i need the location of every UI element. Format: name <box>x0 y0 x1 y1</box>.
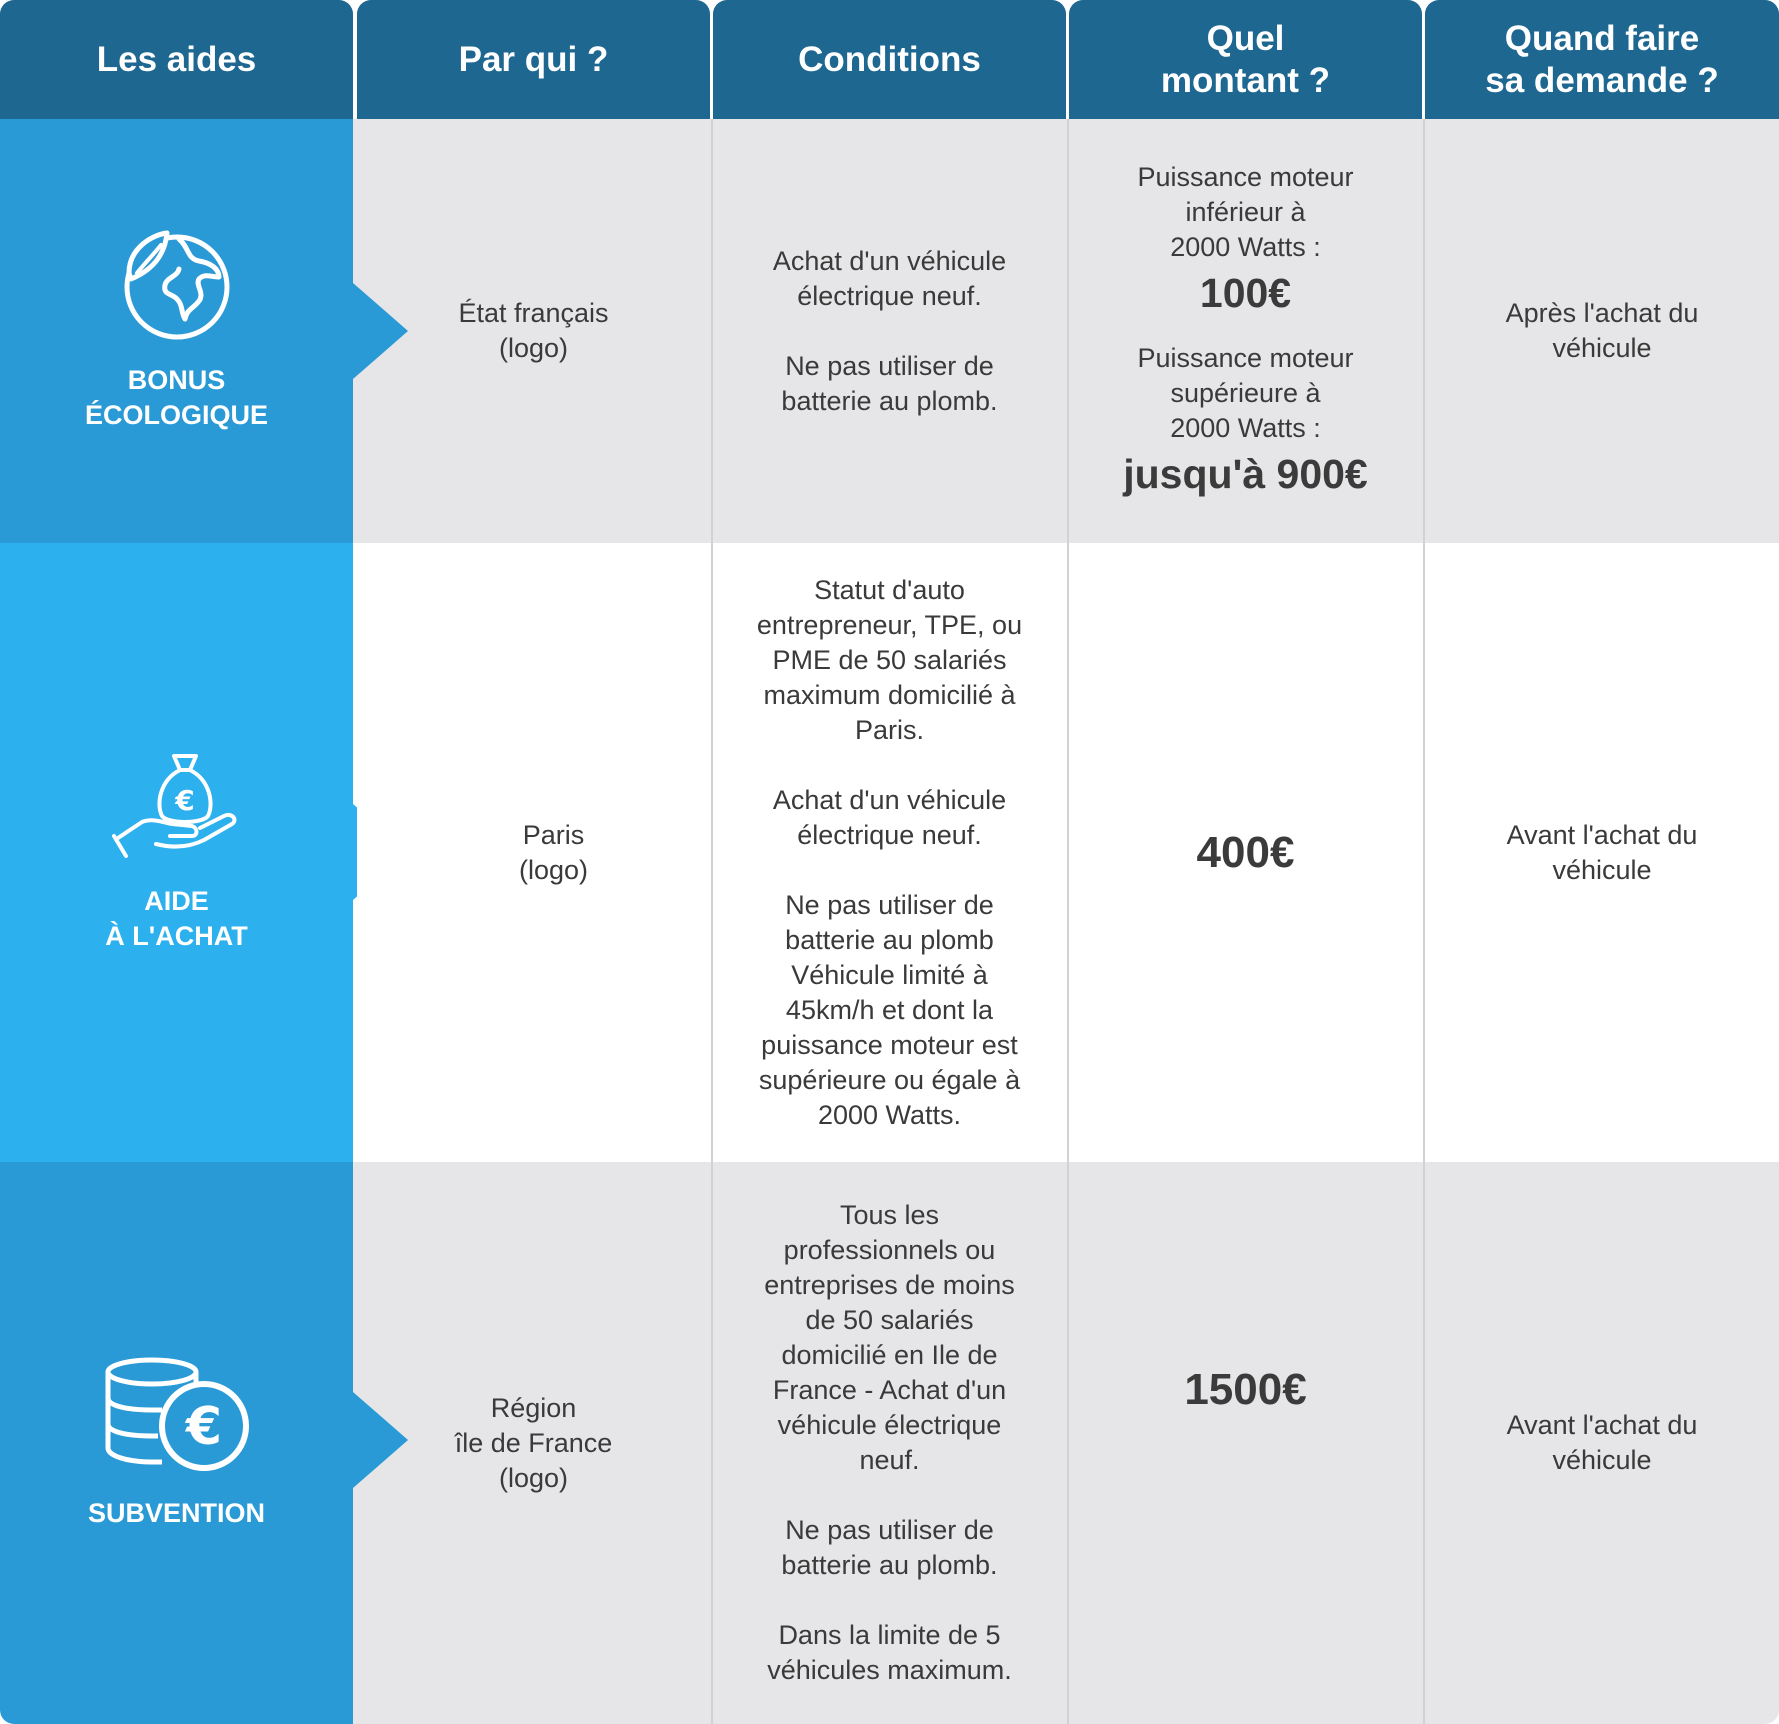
svg-text:€: € <box>185 1396 222 1457</box>
row3-conditions <box>713 1162 1066 1724</box>
header-conditions <box>713 0 1066 119</box>
montant-amount: 1500€ <box>1184 1365 1307 1414</box>
par-qui-text: État français (logo) <box>458 298 609 363</box>
header-label: Quel montant ? <box>1160 18 1331 100</box>
condition-text: Statut d'auto entrepreneur, TPE, ou PME de 50 salariés maximum domicilié à Paris. <box>756 574 1023 745</box>
row3-quand <box>1425 1162 1779 1724</box>
header-par-qui <box>357 0 710 119</box>
montant-amount: 400€ <box>1196 827 1295 877</box>
condition-text: Ne pas utiliser de batterie au plomb. <box>781 350 998 416</box>
svg-text:€: € <box>174 783 195 817</box>
quand-text: Avant l'achat du véhicule <box>1506 1410 1698 1475</box>
row2-montant <box>1069 543 1422 1162</box>
row3-montant <box>1069 1162 1422 1724</box>
leaf-globe-icon <box>115 229 239 341</box>
header-les-aides <box>0 0 353 119</box>
row1-montant <box>1069 119 1422 543</box>
row3-par-qui <box>357 1162 710 1724</box>
condition-text: Dans la limite de 5 véhicules maximum. <box>767 1620 1012 1685</box>
coins-euro-icon <box>102 1356 252 1474</box>
header-label: Conditions <box>798 39 981 79</box>
row1-quand <box>1425 119 1779 543</box>
condition-text: Achat d'un véhicule électrique neuf. <box>772 784 1007 850</box>
row-label-text: SUBVENTION <box>87 1497 266 1528</box>
column-divider <box>1422 0 1425 119</box>
montant-condition: Puissance moteur supérieure à 2000 Watts : <box>1137 343 1354 443</box>
header-label: Les aides <box>96 39 257 79</box>
column-divider <box>354 0 357 119</box>
montant-condition: Puissance moteur inférieur à 2000 Watts : <box>1137 162 1354 262</box>
quand-text: Avant l'achat du véhicule <box>1506 819 1698 885</box>
column-divider <box>1066 0 1069 119</box>
header-montant <box>1069 0 1422 119</box>
header-label: Par qui ? <box>458 39 609 79</box>
montant-amount: jusqu'à 900€ <box>1123 451 1368 497</box>
money-bag-hand-icon <box>112 752 242 862</box>
row-label-text: AIDE À L'ACHAT <box>105 885 248 951</box>
condition-text: Achat d'un véhicule électrique neuf. <box>772 245 1007 311</box>
row-label-bonus <box>0 119 353 543</box>
condition-text: Ne pas utiliser de batterie au plomb. <box>781 1515 998 1580</box>
column-divider <box>1423 119 1425 1724</box>
condition-text: Ne pas utiliser de batterie au plomb Véhicule limité à 45km/h et dont la puissance moteur est supérieure ou égale à 2000 Watts. <box>758 889 1021 1130</box>
condition-text: Tous les professionnels ou entreprises de moins de 50 salariés domicilié en Ile de France - Achat d'un véhicule électrique neuf. <box>764 1200 1015 1475</box>
column-divider <box>1067 119 1069 1724</box>
row-label-subvention <box>0 1162 353 1724</box>
row2-par-qui <box>357 543 710 1162</box>
column-divider <box>711 119 713 1724</box>
row2-conditions <box>713 543 1066 1162</box>
row-label-text: BONUS ÉCOLOGIQUE <box>84 365 268 430</box>
montant-amount: 100€ <box>1199 270 1292 316</box>
par-qui-text: Paris (logo) <box>518 819 589 885</box>
row-label-aide-achat <box>0 543 353 1162</box>
header-label: Quand faire sa demande ? <box>1485 18 1719 100</box>
row1-par-qui <box>357 119 710 543</box>
row2-quand <box>1425 543 1779 1162</box>
header-quand <box>1425 0 1779 119</box>
row1-conditions <box>713 119 1066 543</box>
par-qui-text: Région île de France (logo) <box>454 1392 613 1493</box>
column-divider <box>710 0 713 119</box>
quand-text: Après l'achat du véhicule <box>1505 298 1699 363</box>
